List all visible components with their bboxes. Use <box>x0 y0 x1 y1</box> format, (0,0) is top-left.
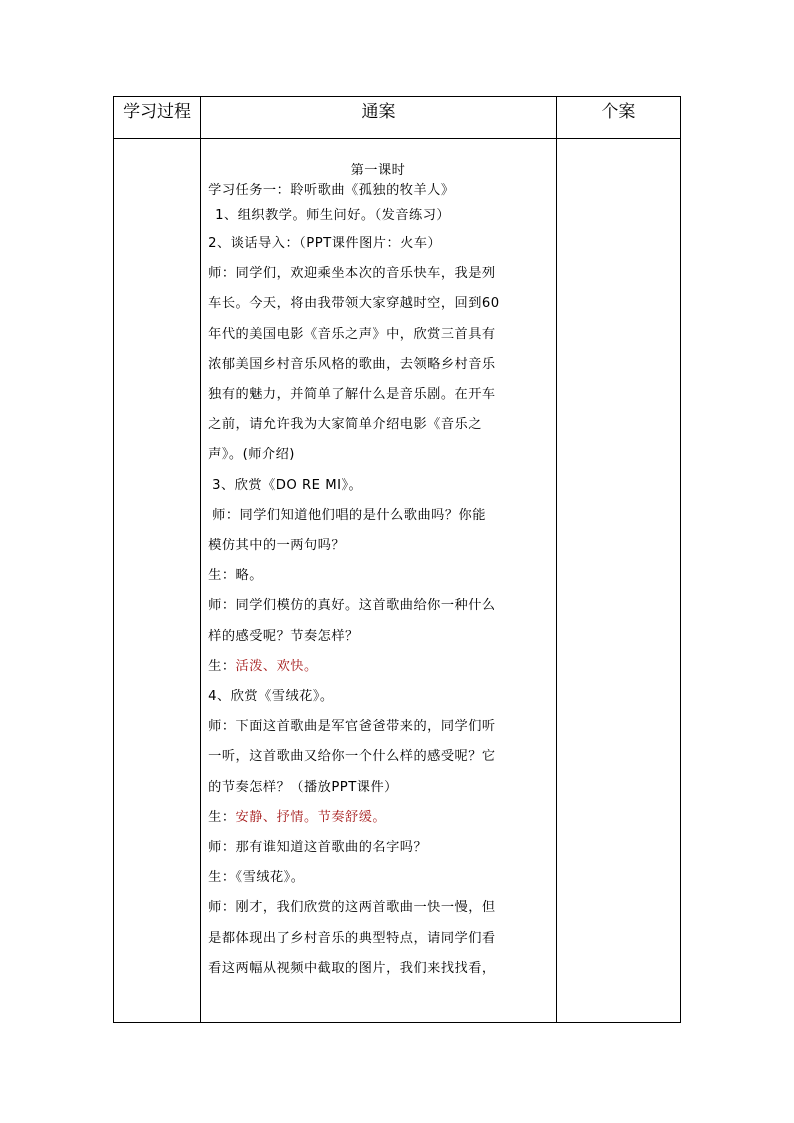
line-text: 的节奏怎样？（播放PPT课件） <box>208 779 398 795</box>
line-text: 声》。(师介绍) <box>208 447 295 463</box>
lesson-line <box>208 289 548 319</box>
lesson-line <box>208 561 548 591</box>
lesson-line <box>208 893 548 923</box>
line-text: 独有的魅力，并简单了解什么是音乐剧。在开车 <box>208 387 496 403</box>
line-text: 是都体现出了乡村音乐的典型特点，请同学们看 <box>208 930 496 946</box>
header-individual-plan: 个案 <box>556 97 680 139</box>
individual-plan-cell <box>556 139 680 1023</box>
line-text: 4、欣赏《雪绒花》。 <box>208 689 334 705</box>
line-text: 车长。今天，将由我带领大家穿越时空，回到60 <box>208 296 500 312</box>
lesson-line <box>208 350 548 380</box>
lesson-line <box>208 622 548 652</box>
general-plan-cell <box>201 139 557 1023</box>
line-text: 之前，请允许我为大家简单介绍电影《音乐之 <box>208 417 482 433</box>
lesson-line <box>208 471 548 501</box>
lesson-line <box>208 742 548 772</box>
lesson-lines <box>208 203 548 984</box>
line-text: 师：同学们模仿的真好。这首歌曲给你一种什么 <box>208 598 496 614</box>
table-body-row <box>114 139 681 1023</box>
line-text: 一听，这首歌曲又给你一个什么样的感受呢？它 <box>208 749 496 765</box>
line-text: 生：略。 <box>208 568 263 584</box>
student-answer: 安静、抒情。节奏舒缓。 <box>235 809 387 825</box>
lesson-title: 第一课时 <box>350 163 406 178</box>
line-text: 年代的美国电影《音乐之声》中，欣赏三首具有 <box>208 326 496 342</box>
line-text: 师：那有谁知道这首歌曲的名字吗？ <box>208 840 428 856</box>
header-general-plan: 通案 <box>201 97 557 139</box>
student-answer: 活泼、欢快。 <box>235 658 318 674</box>
lesson-line <box>208 229 548 259</box>
line-text: 1、组织教学。师生问好。（发音练习） <box>215 208 451 223</box>
lesson-line <box>208 773 548 803</box>
line-text: 模仿其中的一两句吗？ <box>208 538 346 554</box>
line-text: 师：同学们，欢迎乘坐本次的音乐快车，我是列 <box>208 266 496 282</box>
lesson-line <box>208 682 548 712</box>
lesson-line <box>208 652 548 682</box>
line-text: 生：《雪绒花》。 <box>208 870 305 886</box>
lesson-line <box>208 954 548 984</box>
lesson-line <box>208 440 548 470</box>
lesson-line <box>208 531 548 561</box>
lesson-content <box>201 139 556 984</box>
lesson-line <box>208 924 548 954</box>
learning-process-cell <box>114 139 201 1023</box>
line-text: 样的感受呢？节奏怎样？ <box>208 628 359 644</box>
line-text: 生： <box>208 658 236 674</box>
lesson-line <box>208 863 548 893</box>
line-text: 生： <box>208 809 236 825</box>
lesson-line <box>208 410 548 440</box>
line-text: 师：刚才，我们欣赏的这两首歌曲一快一慢，但 <box>208 900 496 916</box>
line-text: 2、谈话导入：（PPT课件图片：火车） <box>208 236 442 251</box>
line-text: 师：同学们知道他们唱的是什么歌曲吗？你能 <box>212 507 486 523</box>
lesson-plan-table <box>113 96 681 1023</box>
table-header-row <box>114 97 681 139</box>
lesson-line <box>208 203 548 229</box>
lesson-line <box>208 259 548 289</box>
lesson-line <box>208 591 548 621</box>
line-text: 师：下面这首歌曲是军官爸爸带来的，同学们听 <box>208 719 496 735</box>
line-text: 浓郁美国乡村音乐风格的歌曲，去领略乡村音乐 <box>208 356 496 372</box>
line-text: 3、欣赏《DO RE MI》。 <box>212 477 363 493</box>
lesson-line <box>208 320 548 350</box>
task-heading: 学习任务一：聆听歌曲《孤独的牧羊人》 <box>208 183 455 198</box>
header-learning-process: 学习过程 <box>114 97 201 139</box>
lesson-line <box>208 712 548 742</box>
lesson-line <box>208 380 548 410</box>
lesson-line <box>208 803 548 833</box>
line-text: 看这两幅从视频中截取的图片，我们来找找看， <box>208 960 496 976</box>
lesson-line <box>208 501 548 531</box>
lesson-line <box>208 833 548 863</box>
